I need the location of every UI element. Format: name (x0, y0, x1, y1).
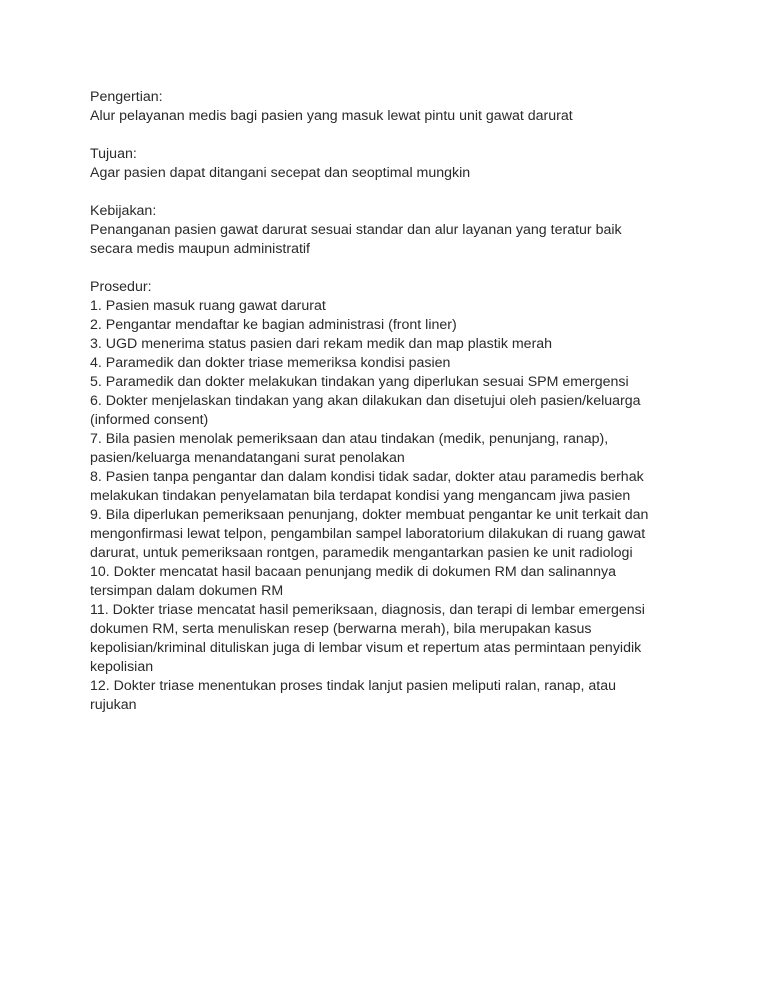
prosedur-step-3 (90, 335, 690, 354)
prosedur-step-1 (90, 297, 690, 316)
prosedur-step-4 (90, 354, 690, 373)
prosedur-step-9 (90, 506, 690, 563)
step-line: (informed consent) (90, 412, 209, 428)
prosedur-step-2 (90, 316, 690, 335)
prosedur-step-6 (90, 392, 690, 430)
heading-kebijakan: Kebijakan: (90, 203, 157, 219)
prosedur-step-8 (90, 468, 690, 506)
kebijakan-text-line: secara medis maupun administratif (90, 241, 311, 257)
step-line: kepolisian (90, 659, 154, 675)
section-pengertian (90, 88, 690, 126)
section-tujuan (90, 145, 690, 183)
step-line: rujukan (90, 697, 137, 713)
section-prosedur (90, 278, 690, 715)
step-line: 2. Pengantar mendaftar ke bagian administrasi (front liner) (90, 317, 457, 333)
heading-pengertian: Pengertian: (90, 89, 163, 105)
prosedur-list (90, 297, 690, 715)
step-line: 1. Pasien masuk ruang gawat darurat (90, 298, 326, 314)
pengertian-text: Alur pelayanan medis bagi pasien yang masuk lewat pintu unit gawat darurat (90, 108, 573, 124)
step-line: 3. UGD menerima status pasien dari rekam medik dan map plastik merah (90, 336, 553, 352)
step-line: kepolisian/kriminal dituliskan juga di lembar visum et repertum atas permintaan penyidik (90, 640, 642, 656)
step-line: 10. Dokter mencatat hasil bacaan penunjang medik di dokumen RM dan salinannya (90, 564, 617, 580)
step-line: 5. Paramedik dan dokter melakukan tindakan yang diperlukan sesuai SPM emergensi (90, 374, 629, 390)
prosedur-step-10 (90, 563, 690, 601)
step-line: 8. Pasien tanpa pengantar dan dalam kondisi tidak sadar, dokter atau paramedis berhak (90, 469, 644, 485)
heading-prosedur: Prosedur: (90, 279, 152, 295)
tujuan-text: Agar pasien dapat ditangani secepat dan seoptimal mungkin (90, 165, 471, 181)
prosedur-step-7 (90, 430, 690, 468)
prosedur-step-5 (90, 373, 690, 392)
step-line: 6. Dokter menjelaskan tindakan yang akan dilakukan dan disetujui oleh pasien/keluarga (90, 393, 641, 409)
step-line: 11. Dokter triase mencatat hasil pemeriksaan, diagnosis, dan terapi di lembar emergensi (90, 602, 645, 618)
document-page (90, 88, 690, 734)
kebijakan-text-line: Penanganan pasien gawat darurat sesuai standar dan alur layanan yang teratur baik (90, 222, 622, 238)
step-line: 7. Bila pasien menolak pemeriksaan dan atau tindakan (medik, penunjang, ranap), (90, 431, 609, 447)
section-kebijakan (90, 202, 690, 259)
prosedur-step-11 (90, 601, 690, 677)
step-line: 12. Dokter triase menentukan proses tindak lanjut pasien meliputi ralan, ranap, atau (90, 678, 617, 694)
step-line: dokumen RM, serta menuliskan resep (berwarna merah), bila merupakan kasus (90, 621, 592, 637)
step-line: mengonfirmasi lewat telpon, pengambilan sampel laboratorium dilakukan di ruang gawat (90, 526, 646, 542)
step-line: melakukan tindakan penyelamatan bila terdapat kondisi yang mengancam jiwa pasien (90, 488, 631, 504)
step-line: tersimpan dalam dokumen RM (90, 583, 284, 599)
prosedur-step-12 (90, 677, 690, 715)
step-line: darurat, untuk pemeriksaan rontgen, paramedik mengantarkan pasien ke unit radiologi (90, 545, 633, 561)
step-line: 9. Bila diperlukan pemeriksaan penunjang, dokter membuat pengantar ke unit terkait dan (90, 507, 649, 523)
heading-tujuan: Tujuan: (90, 146, 137, 162)
step-line: pasien/keluarga menandatangani surat penolakan (90, 450, 405, 466)
step-line: 4. Paramedik dan dokter triase memeriksa kondisi pasien (90, 355, 451, 371)
